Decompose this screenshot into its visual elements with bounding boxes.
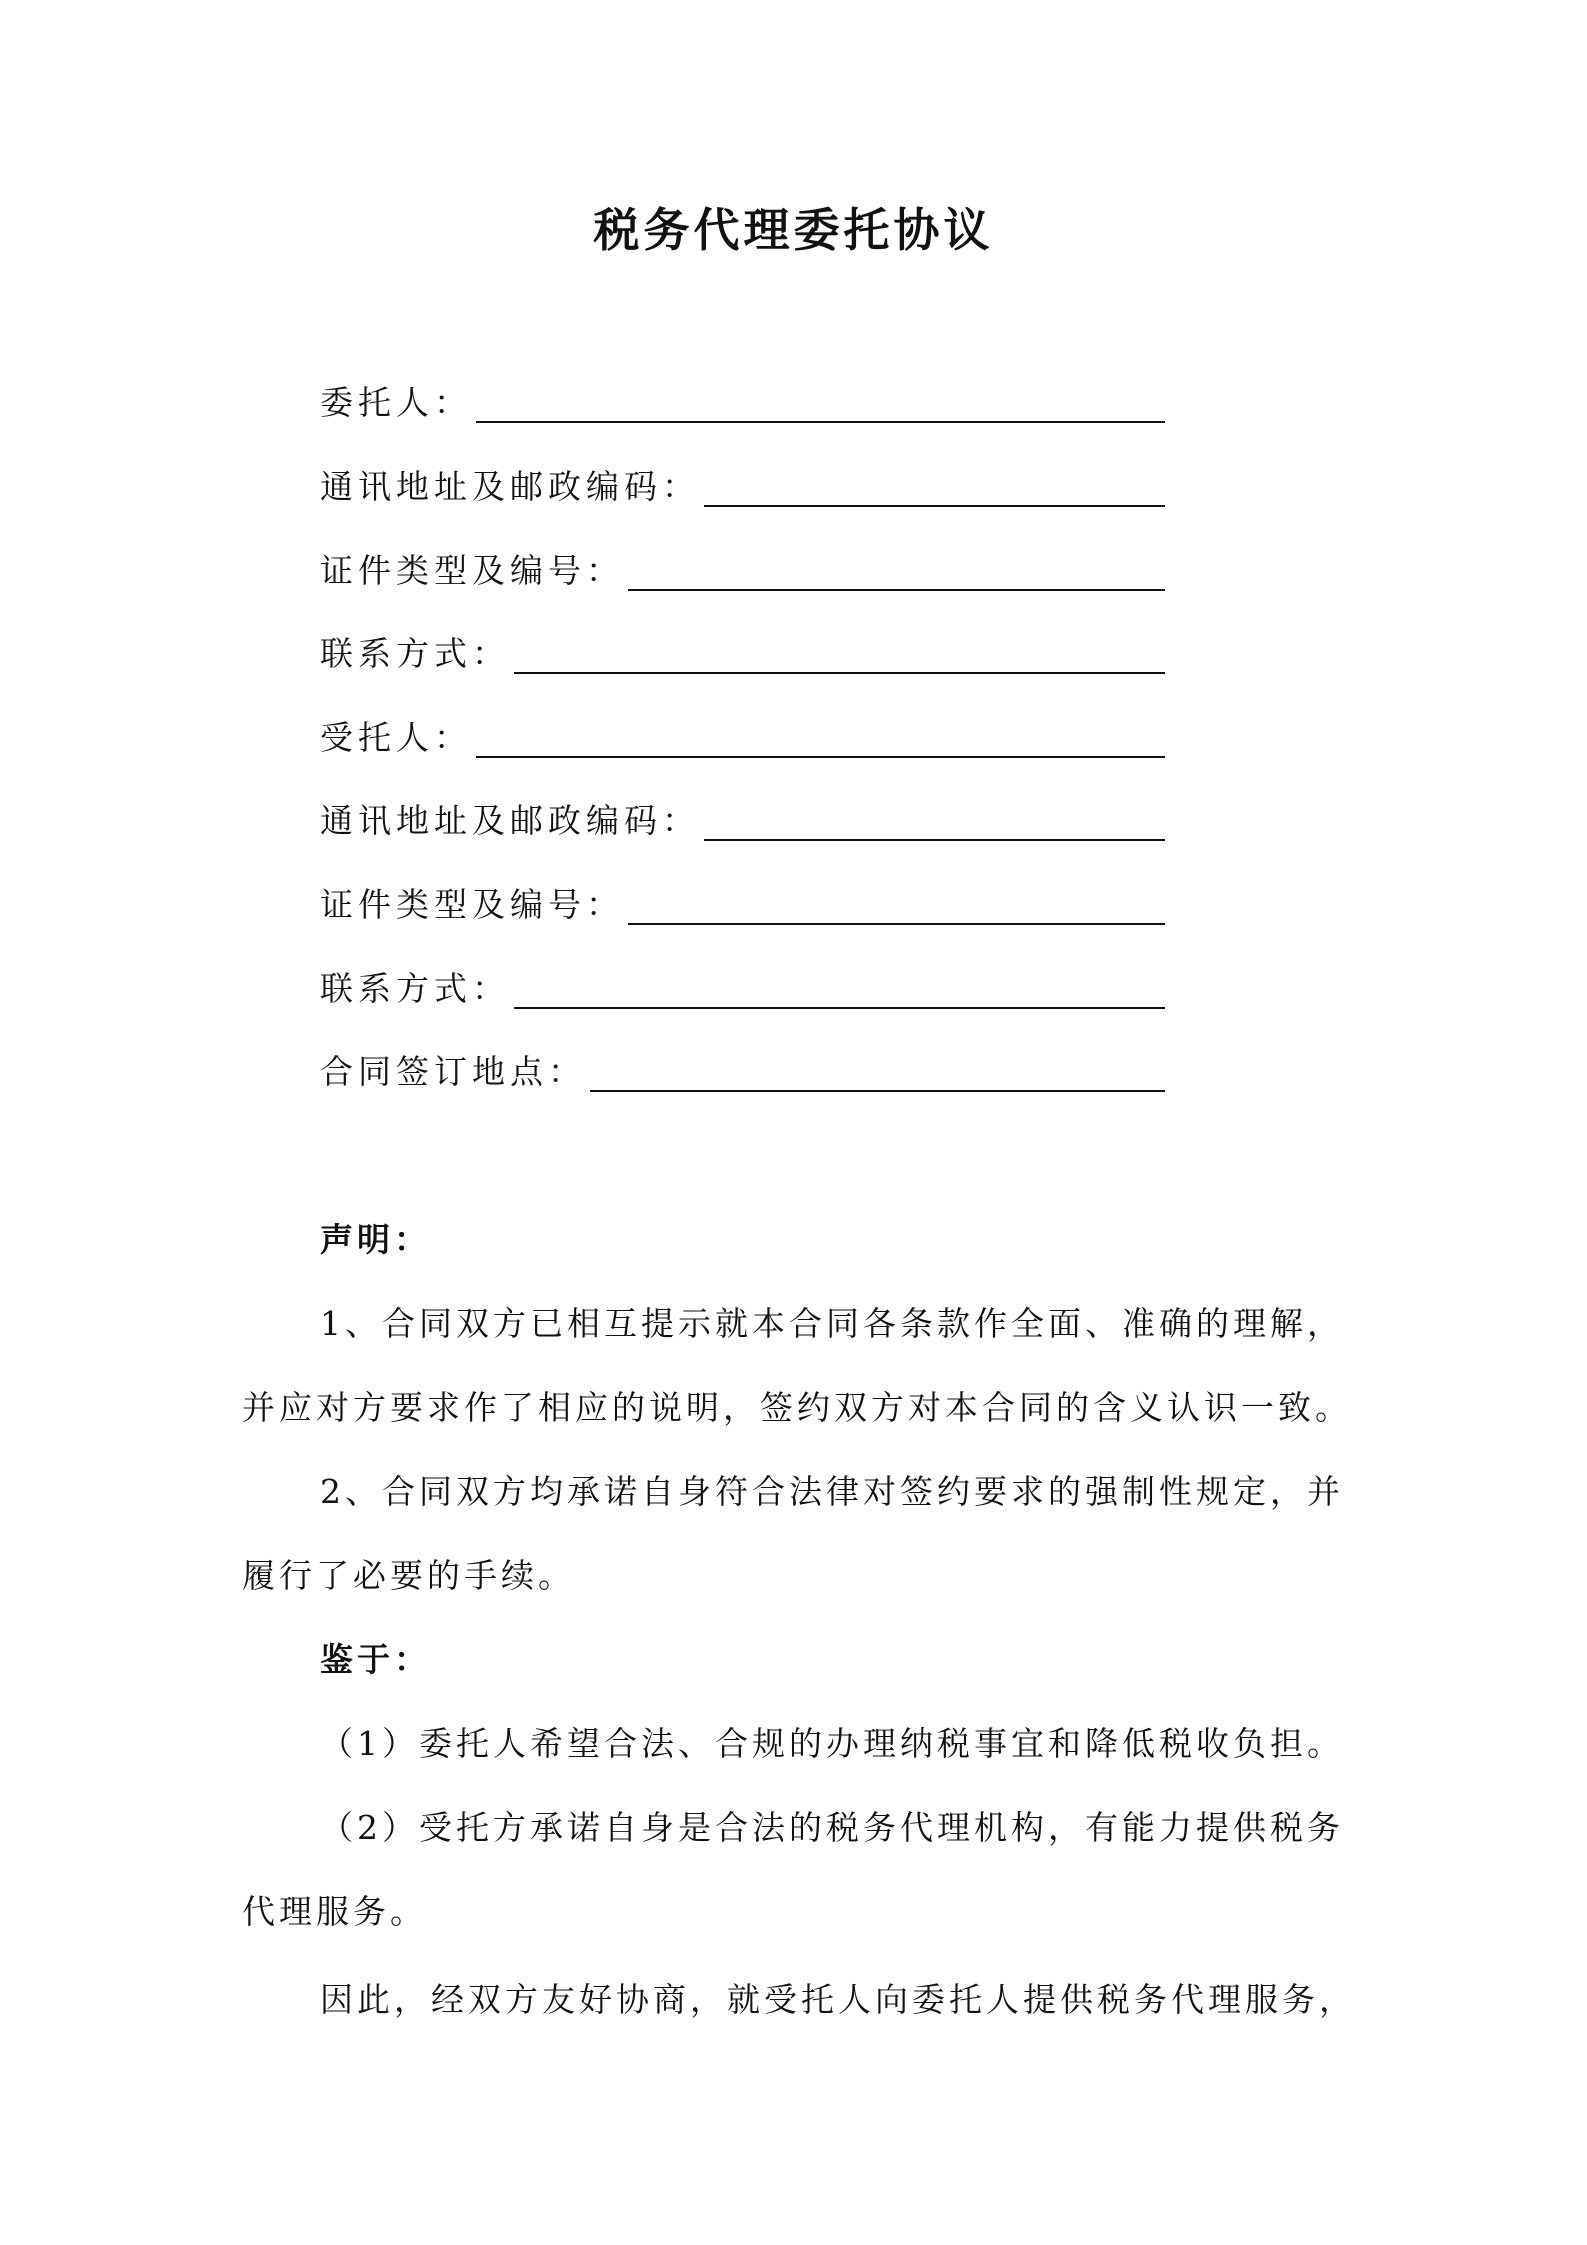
field-agent-address xyxy=(320,793,1165,843)
field-label: 受托人： xyxy=(320,718,472,757)
declaration-heading: 声明： xyxy=(320,1220,431,1259)
field-client-address xyxy=(320,459,1165,509)
field-label: 联系方式： xyxy=(320,969,510,1008)
blank-line[interactable] xyxy=(590,1050,1165,1092)
field-label: 合同签订地点： xyxy=(320,1052,586,1091)
blank-line[interactable] xyxy=(628,549,1165,591)
field-label: 联系方式： xyxy=(320,634,510,673)
therefore-line-1: 因此，经双方友好协商，就受托人向委托人提供税务代理服务， xyxy=(320,1980,1356,2019)
field-label: 证件类型及编号： xyxy=(320,551,624,590)
blank-line[interactable] xyxy=(628,883,1165,925)
field-agent-name xyxy=(320,710,1165,760)
whereas-item-1: （1）委托人希望合法、合规的办理纳税事宜和降低税收负担。 xyxy=(320,1724,1344,1763)
field-agent-id xyxy=(320,877,1165,927)
field-label: 委托人： xyxy=(320,383,472,422)
declaration-1-line-1: 1、合同双方已相互提示就本合同各条款作全面、准确的理解， xyxy=(320,1304,1344,1343)
field-client-contact xyxy=(320,626,1165,676)
field-signing-location xyxy=(320,1044,1165,1094)
field-client-name xyxy=(320,375,1165,425)
declaration-2-line-2: 履行了必要的手续。 xyxy=(242,1556,575,1595)
declaration-2-line-1: 2、合同双方均承诺自身符合法律对签约要求的强制性规定，并 xyxy=(320,1472,1344,1511)
whereas-item-2-line-1: （2）受托方承诺自身是合法的税务代理机构，有能力提供税务 xyxy=(320,1808,1344,1847)
blank-line[interactable] xyxy=(476,381,1165,423)
whereas-heading: 鉴于： xyxy=(320,1640,431,1679)
whereas-item-2-line-2: 代理服务。 xyxy=(242,1892,427,1931)
blank-line[interactable] xyxy=(476,716,1165,758)
blank-line[interactable] xyxy=(704,465,1165,507)
field-client-id xyxy=(320,543,1165,593)
field-label: 通讯地址及邮政编码： xyxy=(320,467,700,506)
blank-line[interactable] xyxy=(704,799,1165,841)
declaration-1-line-2: 并应对方要求作了相应的说明，签约双方对本合同的含义认识一致。 xyxy=(242,1388,1352,1427)
blank-line[interactable] xyxy=(514,632,1165,674)
blank-line[interactable] xyxy=(514,967,1165,1009)
field-label: 证件类型及编号： xyxy=(320,885,624,924)
field-agent-contact xyxy=(320,961,1165,1011)
field-label: 通讯地址及邮政编码： xyxy=(320,801,700,840)
document-title: 税务代理委托协议 xyxy=(593,203,994,257)
